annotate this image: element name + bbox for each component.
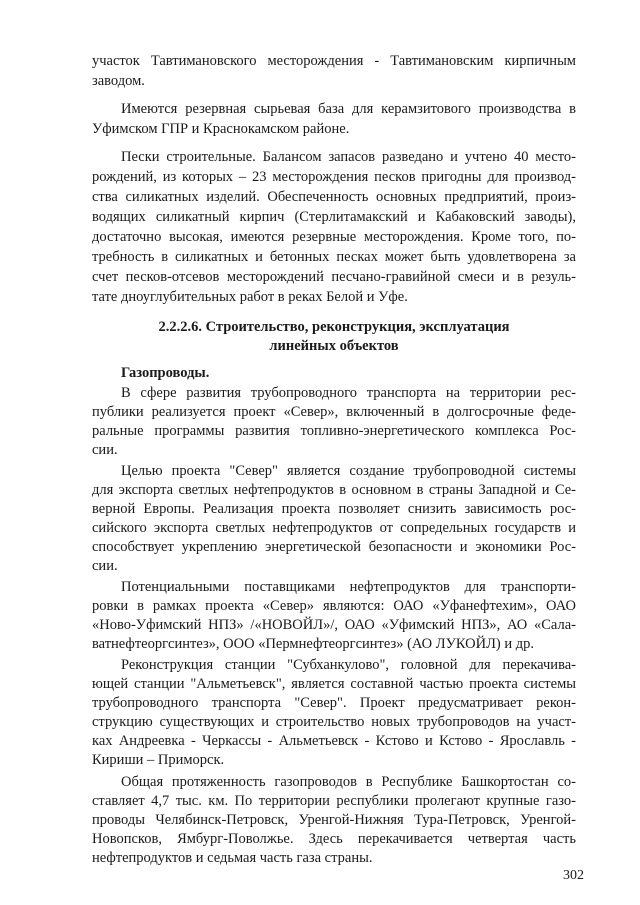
text-line: Общая протяженность газопроводов в Республике Башкортостан со- xyxy=(121,774,576,790)
text-line: участок Тавтимановского месторождения - Тавтимановским кирпичным xyxy=(92,53,576,69)
text-line: ральные программы развития топливно-энергетического комплекса Рос- xyxy=(92,423,576,439)
text-line: нефтепродуктов и седьмая часть газа страны. xyxy=(92,850,373,866)
text-line: заводом. xyxy=(92,73,145,89)
page-number: 302 xyxy=(563,868,584,883)
text-line: Целью проекта "Север" является создание трубопроводной системы xyxy=(121,463,576,479)
text-line: для экспорта светлых нефтепродуктов в основном в страны Западной и Се- xyxy=(92,482,576,498)
text-line: рождений, из которых – 23 месторождения песков пригодны для производ- xyxy=(92,169,576,185)
text-line: достаточно высокая, имеются резервные месторождения. Кроме того, по- xyxy=(92,229,576,245)
text-line: требность в силикатных и бетонных песках может быть удовлетворена за xyxy=(92,249,576,265)
text-line: Уфимском ГПР и Краснокамском районе. xyxy=(92,121,350,137)
section-heading-line: 2.2.2.6. Строительство, реконструкция, эксплуатация xyxy=(158,319,510,335)
text-line: Потенциальными поставщиками нефтепродуктов для транспорти- xyxy=(121,579,576,595)
text-line: В сфере развития трубопроводного транспорта на территории рес- xyxy=(121,385,576,401)
text-line: Пески строительные. Балансом запасов разведано и учтено 40 место- xyxy=(121,149,576,165)
text-line: трубопроводного транспорта "Север". Проект предусматривает рекон- xyxy=(92,695,576,711)
text-line: верной Европы. Реализация проекта позволяет снизить зависимость рос- xyxy=(92,501,576,517)
text-line: способствует укреплению энергетической безопасности и экономики Рос- xyxy=(92,539,576,555)
text-line: проводы Челябинск-Петровск, Уренгой-Нижняя Тура-Петровск, Уренгой- xyxy=(92,812,576,828)
text-line: ватнефтеоргсинтез», ООО «Пермнефтеоргсинтез» (АО ЛУКОЙЛ) и др. xyxy=(92,636,535,652)
subheading: Газопроводы. xyxy=(121,365,210,381)
text-line: сийского экспорта светлых нефтепродуктов от сопредельных государств и xyxy=(92,520,576,536)
text-line: ровки в рамках проекта «Север» являются: ОАО «Уфанефтехим», ОАО xyxy=(92,598,576,614)
text-line: ства силикатных изделий. Обеспеченность основных предприятий, произ- xyxy=(92,189,576,205)
text-line: водящих силикатный кирпич (Стерлитамакский и Кабаковский заводы), xyxy=(92,209,576,225)
text-line: Кириши – Приморск. xyxy=(92,752,225,768)
text-line: ках Андреевка - Черкассы - Альметьевск - Кстово и Кстово - Ярославль - xyxy=(92,733,576,749)
text-line: публики реализуется проект «Север», включенный в долгосрочные феде- xyxy=(92,404,576,420)
text-line: счет песков-отсевов месторождений песчано-гравийной смеси и в резуль- xyxy=(92,269,576,285)
text-line: Реконструкция станции "Субханкулово", головной для перекачива- xyxy=(121,657,576,673)
text-line: ставляет 4,7 тыс. км. По территории республики пролегают крупные газо- xyxy=(92,793,576,809)
text-line: Новопсков, Ямбург-Поволжье. Здесь перекачивается четвертая часть xyxy=(92,831,576,847)
text-line: «Ново-Уфимский НПЗ» /«НОВОЙЛ»/, ОАО «Уфимский НПЗ», АО «Сала- xyxy=(92,617,576,633)
text-line: струкцию существующих и строительство новых трубопроводов на участ- xyxy=(92,714,576,730)
text-line: тате дноуглубительных работ в реках Белой и Уфе. xyxy=(92,289,408,305)
text-line: сии. xyxy=(92,558,118,574)
text-line: сии. xyxy=(92,442,118,458)
text-line: ющей станции "Альметьевск", является составной частью проекта системы xyxy=(92,676,576,692)
text-line: Имеются резервная сырьевая база для керамзитового производства в xyxy=(121,101,576,117)
section-heading-line: линейных объектов xyxy=(269,338,399,354)
